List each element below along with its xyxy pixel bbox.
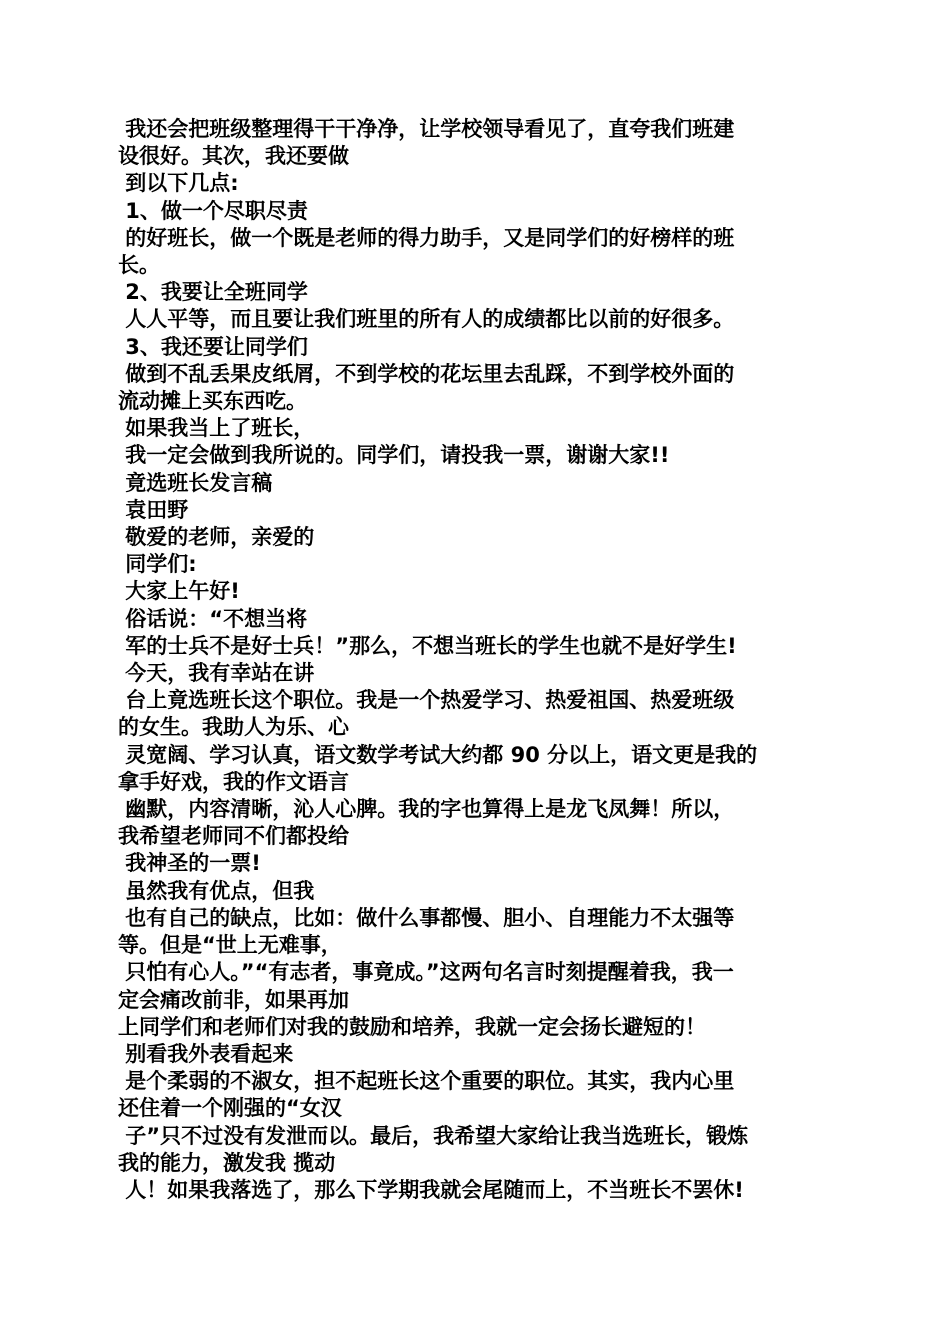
text-line: 等。但是“世上无难事，	[118, 933, 342, 958]
text-line: 只怕有心人。”“有志者，事竟成。”这两句名言时刻提醒着我，我一	[118, 960, 734, 985]
text-line: 3、我还要让同学们	[118, 334, 308, 359]
text-line: 俗话说：“不想当将	[118, 606, 308, 631]
text-line: 的好班长，做一个既是老师的得力助手，又是同学们的好榜样的班	[118, 225, 735, 250]
text-line: 大家上午好!	[118, 579, 240, 604]
text-line: 上同学们和老师们对我的鼓励和培养，我就一定会扬长避短的！	[118, 1014, 706, 1039]
text-line: 幽默，内容清晰，沁人心脾。我的字也算得上是龙飞凤舞！所以，	[118, 797, 735, 822]
text-line: 袁田野	[118, 497, 189, 522]
text-line: 人人平等，而且要让我们班里的所有人的成绩都比以前的好很多。	[118, 307, 735, 332]
text-line: 同学们:	[118, 552, 197, 577]
text-line: 也有自己的缺点，比如：做什么事都慢、胆小、自理能力不太强等	[118, 905, 735, 930]
document-body	[118, 116, 830, 1204]
text-line: 子”只不过没有发泄而以。最后，我希望大家给让我当选班长，锻炼	[118, 1123, 749, 1148]
text-line: 到以下几点:	[118, 171, 239, 196]
text-line: 人！如果我落选了，那么下学期我就会尾随而上，不当班长不罢休!	[118, 1177, 744, 1202]
text-line: 设很好。其次，我还要做	[118, 144, 349, 169]
text-line: 长。	[118, 253, 160, 278]
text-line: 我还会把班级整理得干干净净，让学校领导看见了，直夸我们班建	[118, 117, 735, 141]
text-line: 别看我外表看起来	[118, 1041, 294, 1066]
text-line: 流动摊上买东西吃。	[118, 389, 307, 414]
text-line: 敬爱的老师，亲爱的	[118, 525, 315, 550]
text-line: 1、做一个尽职尽责	[118, 198, 308, 223]
text-line: 拿手好戏，我的作文语言	[118, 769, 349, 794]
text-line: 我神圣的一票!	[118, 851, 261, 876]
text-line: 我希望老师同不们都投给	[118, 824, 349, 849]
text-line: 我一定会做到我所说的。同学们，请投我一票，谢谢大家!!	[118, 443, 670, 468]
text-line: 今天，我有幸站在讲	[118, 661, 315, 686]
text-line: 竟选班长发言稿	[118, 470, 273, 495]
text-line: 的女生。我助人为乐、心	[118, 715, 349, 740]
text-line: 做到不乱丢果皮纸屑，不到学校的花坛里去乱踩，不到学校外面的	[118, 361, 735, 386]
text-line: 台上竟选班长这个职位。我是一个热爱学习、热爱祖国、热爱班级	[118, 688, 735, 713]
text-line: 还住着一个刚强的“女汉	[118, 1096, 342, 1121]
text-line: 2、我要让全班同学	[118, 280, 308, 305]
text-line: 军的士兵不是好士兵！”那么，不想当班长的学生也就不是好学生!	[118, 633, 737, 658]
text-line: 是个柔弱的不淑女，担不起班长这个重要的职位。其实，我内心里	[118, 1069, 735, 1094]
text-line: 虽然我有优点，但我	[118, 878, 315, 903]
text-line: 我的能力，激发我 揽动	[118, 1150, 336, 1175]
text-line: 灵宽阔、学习认真，语文数学考试大约都 90 分以上，语文更是我的	[118, 742, 758, 767]
text-line: 如果我当上了班长，	[118, 416, 315, 441]
text-line: 定会痛改前非，如果再加	[118, 987, 349, 1012]
